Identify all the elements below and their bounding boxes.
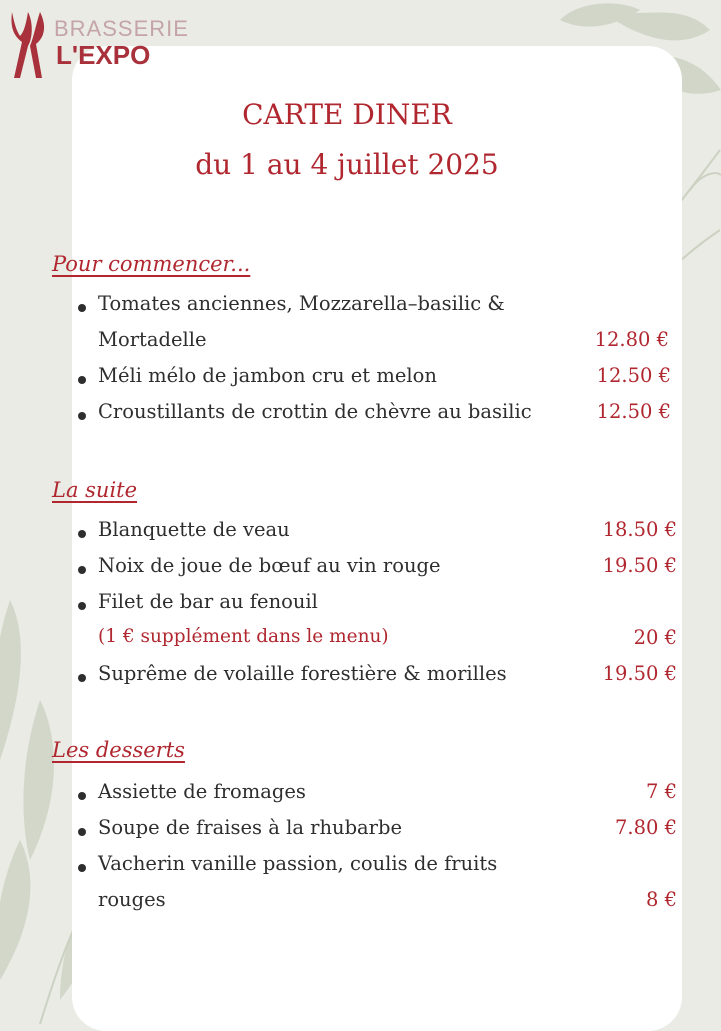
bullet: [78, 828, 86, 836]
menu-item-price: 18.50 €: [602, 518, 677, 541]
brand-name-main: L'EXPO: [56, 40, 151, 70]
bullet: [78, 602, 86, 610]
menu-item-price: 12.80 €: [594, 328, 669, 351]
bullet: [78, 864, 86, 872]
menu-item-name: Assiette de fromages: [98, 780, 306, 803]
menu-item-name: Tomates anciennes, Mozzarella–basilic &: [98, 292, 505, 315]
menu-item-price: 12.50 €: [596, 400, 671, 423]
page-title: CARTE DINER: [242, 98, 452, 131]
bullet: [78, 304, 86, 312]
menu-item-price: 7 €: [645, 780, 677, 803]
menu-item-name: Vacherin vanille passion, coulis de fruits: [98, 852, 498, 875]
menu-item-name-cont: Mortadelle: [98, 328, 207, 351]
bullet: [78, 674, 86, 682]
section-title-mains: La suite: [52, 478, 138, 502]
bullet: [78, 792, 86, 800]
menu-item-price: 8 €: [645, 888, 677, 911]
brand-name-top: BRASSERIE: [54, 16, 189, 41]
menu-item-note: (1 € supplément dans le menu): [98, 626, 389, 647]
fork-knife-icon: [6, 10, 50, 80]
menu-item-price: 20 €: [633, 626, 677, 649]
page-dates: du 1 au 4 juillet 2025: [195, 148, 499, 181]
menu-item-price: 19.50 €: [602, 554, 677, 577]
menu-item-price: 12.50 €: [596, 364, 671, 387]
menu-item-name: Blanquette de veau: [98, 518, 290, 541]
menu-item-name: Noix de joue de bœuf au vin rouge: [98, 554, 441, 577]
menu-item-name: Croustillants de crottin de chèvre au basilic: [98, 400, 532, 423]
menu-item-name: Soupe de fraises à la rhubarbe: [98, 816, 403, 839]
bullet: [78, 376, 86, 384]
menu-item-name: Suprême de volaille forestière & morilles: [98, 662, 507, 685]
brand-logo: [6, 6, 196, 78]
bullet: [78, 566, 86, 574]
menu-item-name: Méli mélo de jambon cru et melon: [98, 364, 437, 387]
bullet: [78, 412, 86, 420]
menu-item-name: Filet de bar au fenouil: [98, 590, 318, 613]
section-title-starters: Pour commencer...: [52, 252, 251, 276]
bullet: [78, 530, 86, 538]
menu-item-price: 7.80 €: [614, 816, 677, 839]
menu-item-name-cont: rouges: [98, 888, 166, 911]
section-title-desserts: Les desserts: [52, 738, 185, 762]
menu-item-price: 19.50 €: [602, 662, 677, 685]
